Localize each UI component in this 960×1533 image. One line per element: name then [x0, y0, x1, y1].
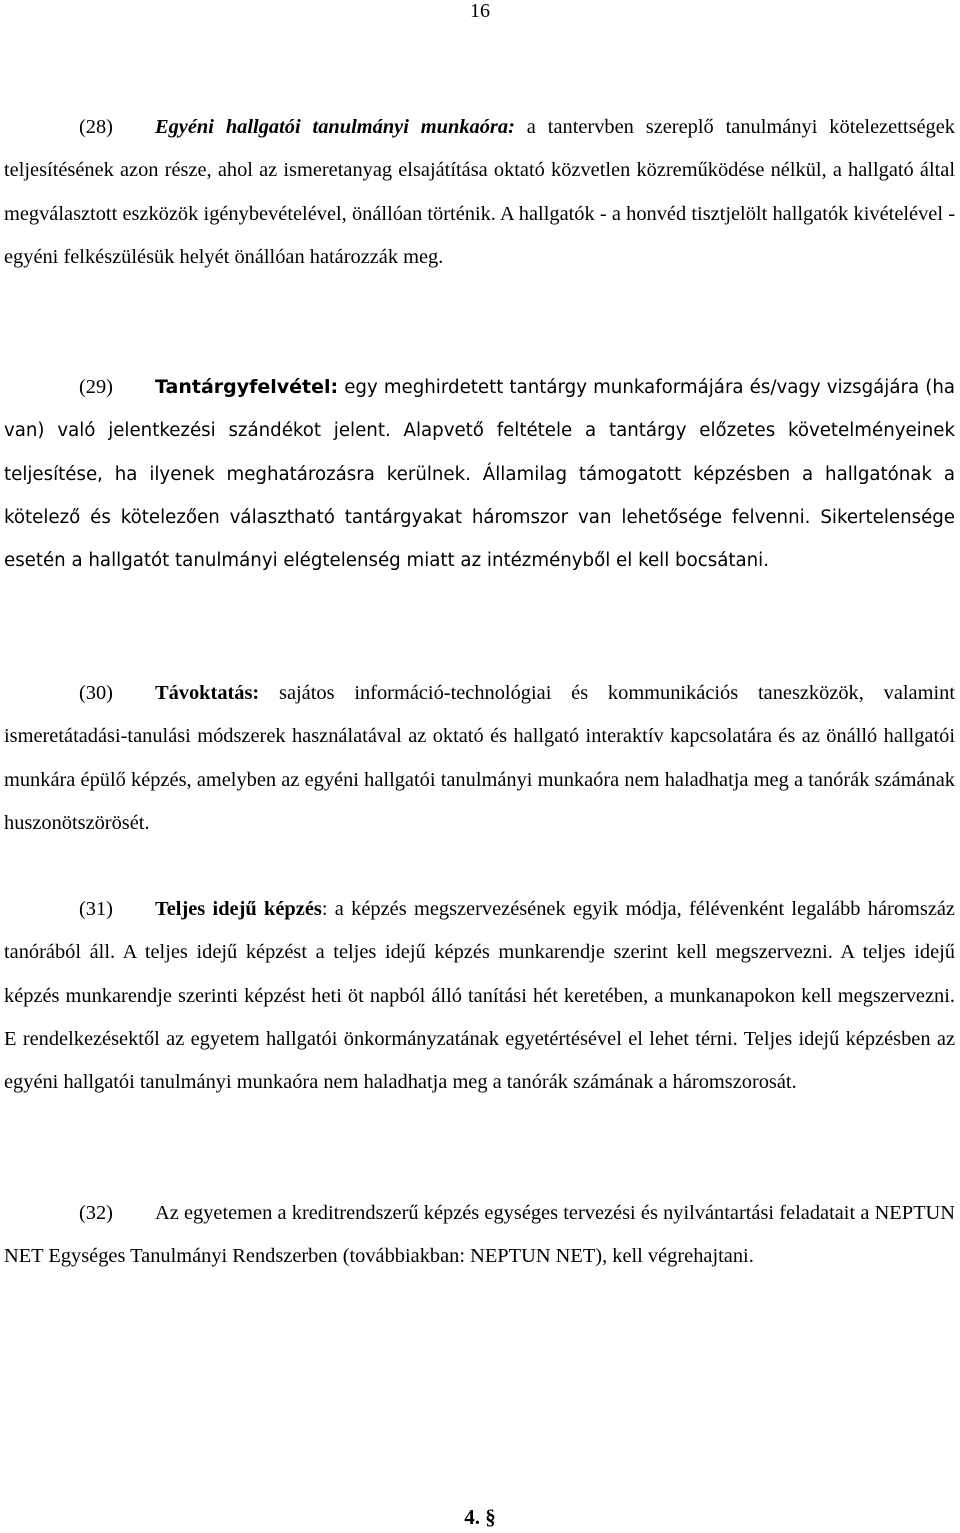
paragraph-29 [4, 366, 955, 582]
paragraph-number: (31) [79, 898, 113, 920]
paragraph-31 [4, 888, 955, 1104]
paragraph-number: (29) [79, 376, 113, 398]
paragraph-text: a képzés megszervezésének egyik módja, félévenként legalább háromszáz tanórából áll. A teljes idejű képzést a teljes idejű képzés munkarendje szerint kell megszervezni. A teljes idejű képzés munkarendje szerinti képzést heti öt napból álló tanítási hét keretében, a munkanapokon kell megszervezni. E rendelkezésektől az egyetem hallgatói önkormányzatának egyetértésével el lehet térni. Teljes idejű képzésben az egyéni hallgatói tanulmányi munkaóra nem haladhatja meg a tanórák számának a háromszorosát. [4, 898, 955, 1094]
defined-term: Egyéni hallgatói tanulmányi munkaóra: [155, 116, 515, 138]
paragraph-text: Az egyetemen a kreditrendszerű képzés egységes tervezési és nyilvántartási feladatait a NEPTUN NET Egységes Tanulmányi Rendszerben (továbbiakban: NEPTUN NET), kell végrehajtani. [4, 1202, 955, 1268]
paragraph-number: (28) [79, 116, 113, 138]
paragraph-28 [4, 106, 955, 279]
paragraph-text: a tantervben szereplő tanulmányi kötelezettségek teljesítésének azon része, ahol az ismeretanyag elsajátítása oktató közvetlen közreműködése nélkül, a hallgató által megválasztott eszközök igénybevételével, önállóan történik. A hallgatók - a honvéd tisztjelölt hallgatók kivételével - egyéni felkészülésük helyét önállóan határozzák meg. [4, 116, 955, 268]
paragraph-32 [4, 1192, 955, 1279]
defined-term: Tantárgyfelvétel: [155, 376, 339, 398]
paragraph-number: (30) [79, 682, 113, 704]
defined-term: Teljes idejű képzés [155, 898, 322, 920]
paragraph-number: (32) [79, 1202, 113, 1224]
term-separator: : [321, 898, 328, 920]
paragraph-text: sajátos információ-technológiai és kommunikációs taneszközök, valamint ismeretátadási-tanulási módszerek használatával az oktató és hallgató interaktív kapcsolatára és az önálló hallgatói munkára épülő képzés, amelyben az egyéni hallgatói tanulmányi munkaóra nem haladhatja meg a tanórák számának huszonötszörösét. [4, 682, 955, 834]
page-number: 16 [470, 0, 490, 22]
paragraph-30 [4, 672, 955, 845]
defined-term: Távoktatás: [155, 682, 260, 704]
paragraph-text: egy meghirdetett tantárgy munkaformájára és/vagy vizsgájára (ha van) való jelentkezési szándékot jelent. Alapvető feltétele a tantárgy előzetes követelményeinek teljesítése, ha ilyenek meghatározásra kerülnek. Államilag támogatott képzésben a hallgatónak a kötelező és kötelezően választható tantárgyakat háromszor van lehetősége felvenni. Sikertelensége esetén a hallgatót tanulmányi elégtelenség miatt az intézményből el kell bocsátani. [4, 377, 955, 572]
section-heading: 4. § [464, 1505, 496, 1529]
